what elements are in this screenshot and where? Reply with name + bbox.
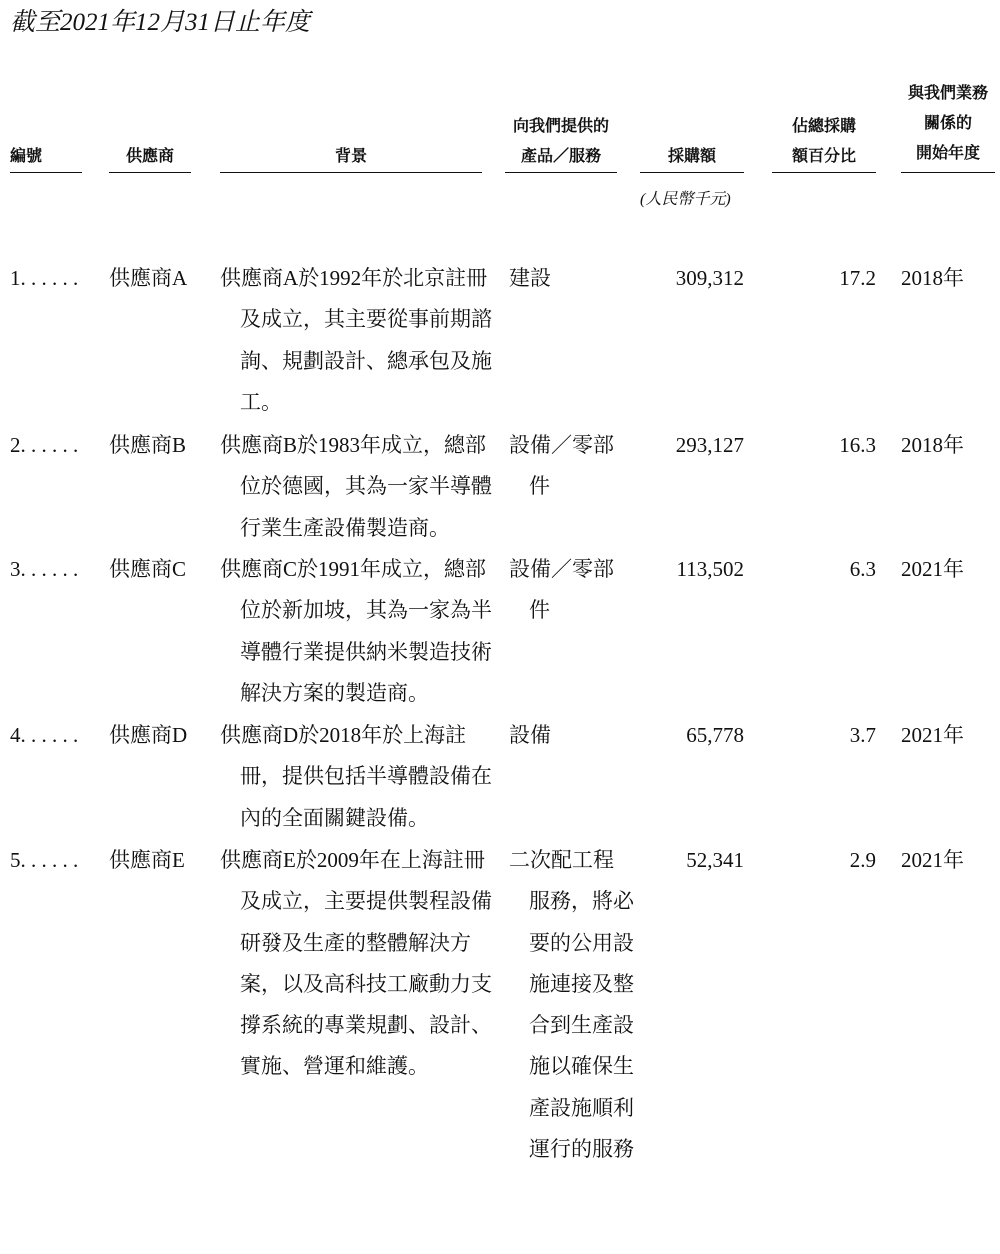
row-percentage: 16.3 bbox=[839, 433, 876, 457]
row-purchase-amount: 113,502 bbox=[676, 557, 744, 581]
row-product-service: 建設 bbox=[509, 266, 551, 290]
header-supplier bbox=[109, 141, 191, 171]
row-start-year: 2021年 bbox=[901, 557, 964, 581]
header-rule-background bbox=[220, 172, 482, 173]
row-number: 1. . . . . . bbox=[10, 266, 79, 290]
row-supplier: 供應商D bbox=[109, 723, 188, 747]
row-start-year: 2021年 bbox=[901, 848, 964, 872]
row-supplier: 供應商E bbox=[109, 848, 185, 872]
row-percentage: 3.7 bbox=[849, 723, 876, 747]
header-rule-start-year bbox=[901, 172, 995, 173]
header-supplier-line: 供應商 bbox=[125, 146, 174, 165]
row-percentage: 2.9 bbox=[849, 848, 876, 872]
row-number: 5. . . . . . bbox=[10, 848, 79, 872]
row-percentage: 6.3 bbox=[849, 557, 876, 581]
row-product-service: 二次配工程服務，將必要的公用設施連接及整合到生產設施以確保生產設施順利運行的服務 bbox=[509, 848, 634, 1162]
row-background: 供應商D於2018年於上海註冊，提供包括半導體設備在內的全面關鍵設備。 bbox=[220, 723, 492, 830]
header-background bbox=[220, 141, 482, 171]
row-purchase-amount: 309,312 bbox=[675, 266, 744, 290]
header-rule-amount bbox=[640, 172, 744, 173]
row-purchase-amount: 65,778 bbox=[686, 723, 744, 747]
header-rule-percentage bbox=[772, 172, 876, 173]
header-background-line: 背景 bbox=[334, 146, 367, 165]
header-relationship-start-year-line: 開始年度 bbox=[915, 143, 980, 162]
row-supplier: 供應商B bbox=[109, 433, 187, 457]
header-percentage-line: 佔總採購 bbox=[791, 116, 856, 135]
table-title: 截至2021年12月31日止年度 bbox=[10, 9, 311, 36]
row-purchase-amount: 52,341 bbox=[686, 848, 744, 872]
row-product-service: 設備／零部件 bbox=[509, 433, 614, 499]
row-number: 4. . . . . . bbox=[10, 723, 79, 747]
header-relationship-start-year-line: 關係的 bbox=[923, 113, 972, 132]
header-product-service-line: 向我們提供的 bbox=[512, 116, 609, 135]
header-product-service bbox=[505, 111, 617, 171]
row-supplier: 供應商C bbox=[109, 557, 187, 581]
row-background: 供應商C於1991年成立，總部位於新加坡，其為一家為半導體行業提供納米製造技術解決方案的製造商。 bbox=[220, 557, 492, 705]
row-number: 2. . . . . . bbox=[10, 433, 79, 457]
row-product-service: 設備／零部件 bbox=[509, 557, 614, 623]
amount-unit-label: (人民幣千元) bbox=[640, 191, 731, 208]
row-supplier: 供應商A bbox=[109, 266, 188, 290]
header-relationship-start-year-line: 與我們業務 bbox=[907, 83, 988, 102]
row-background: 供應商E於2009年在上海註冊及成立，主要提供製程設備研發及生產的整體解決方案，以及高科技工廠動力支撐系統的專業規劃、設計、實施、營運和維護。 bbox=[220, 848, 492, 1079]
header-purchase-amount-line: 採購額 bbox=[667, 146, 716, 165]
header-number bbox=[10, 141, 82, 171]
row-purchase-amount: 293,127 bbox=[675, 433, 744, 457]
row-start-year: 2021年 bbox=[901, 723, 964, 747]
header-rule-product bbox=[505, 172, 617, 173]
header-product-service-line: 產品／服務 bbox=[520, 146, 601, 165]
header-percentage-line: 額百分比 bbox=[791, 146, 856, 165]
row-product-service: 設備 bbox=[509, 723, 551, 747]
row-background: 供應商A於1992年於北京註冊及成立，其主要從事前期諮詢、規劃設計、總承包及施工。 bbox=[220, 266, 492, 414]
row-percentage: 17.2 bbox=[839, 266, 876, 290]
row-background: 供應商B於1983年成立，總部位於德國，其為一家半導體行業生產設備製造商。 bbox=[220, 433, 492, 540]
header-percentage bbox=[772, 111, 876, 171]
header-rule-supplier bbox=[109, 172, 191, 173]
header-purchase-amount bbox=[640, 141, 744, 171]
header-relationship-start-year bbox=[901, 78, 995, 168]
row-start-year: 2018年 bbox=[901, 266, 964, 290]
row-start-year: 2018年 bbox=[901, 433, 964, 457]
row-number: 3. . . . . . bbox=[10, 557, 79, 581]
header-number-line: 編號 bbox=[10, 146, 43, 165]
header-rule-number bbox=[10, 172, 82, 173]
